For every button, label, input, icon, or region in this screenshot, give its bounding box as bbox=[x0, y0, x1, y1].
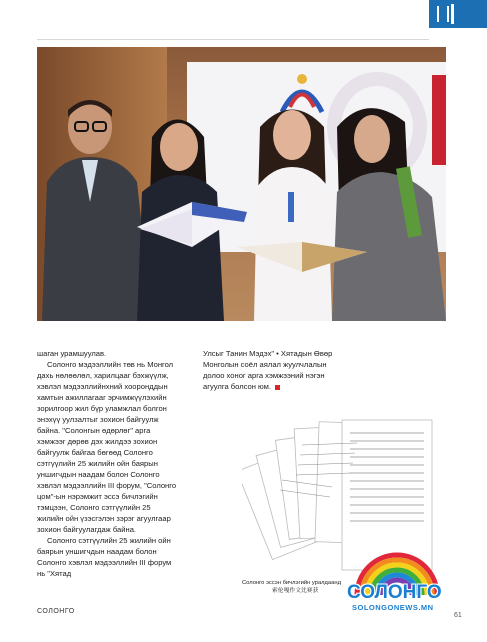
footer-magazine-name: СОЛОНГО bbox=[37, 608, 75, 615]
open-magazine-left bbox=[132, 187, 252, 257]
mongolian-script-icon bbox=[451, 4, 454, 24]
papers-caption-cn: 索伦嘎作文比赛获 bbox=[272, 587, 319, 594]
article-paragraph: Солонго сэтгүүлийн 25 жилийн ойн баярын уншигчдын наадам болон Солонго хэвлэл мэдээллийн III форум нь "Хятад bbox=[37, 536, 172, 578]
logo-url: SOLONGONEWS.MN bbox=[352, 603, 434, 612]
article-column-2 bbox=[203, 348, 343, 392]
article-column-1 bbox=[37, 348, 177, 579]
mongolian-script-icon bbox=[437, 6, 449, 22]
papers-caption-mn: Солонго эссэн бичлэгийн уралдаанд bbox=[242, 580, 341, 586]
woman-grey-blazer bbox=[327, 97, 446, 321]
article-paragraph: шаган урамшуулав. bbox=[37, 349, 107, 358]
top-rule bbox=[37, 39, 429, 40]
article-paragraph-end bbox=[203, 348, 343, 392]
article-paragraph: Солонго мэдээллийн төв нь Монгол дахь нөлөөлөл, харилцааг бэхжүүлж, хэвлэл мэдээллийнхний хооронддын хамтын ажиллагааг эрчимжүүлэхийн зорилгоор жил бүр уламжлал болгон энэхүү уулзалтыг зохион байгуулж байна. "Солонгын өдөрлөг" арга хэмжээг дөрөв дэх жилдээ зохион байгуулж байгаа бөгөөд Солонго сэтгүүлийн 25 жилийн ойн баярын уншигчдын наадам болон Солонго хэвлэл мэдээллийн III форум, "Солонго цом"-ын нэрэмжит эссэ бичлэгийн тэмцээн, Солонго сэтгүүлийн 25 жилийн ойн үзэсгэлэн зэрэг агуулгаар зохион байгуулагдаж байна. bbox=[37, 360, 177, 534]
page-number: 61 bbox=[454, 612, 462, 619]
open-magazine-right bbox=[237, 237, 367, 277]
end-mark-icon bbox=[275, 385, 280, 390]
logo-wordmark: СОЛОНГО bbox=[347, 582, 442, 603]
section-tab bbox=[429, 0, 487, 28]
article-paragraph: Улсыг Танин Мэдэх" • Хятадын Өвөр Монголын соёл аялал жуулчлалын долоо хоног арга хэмжээний нэгэн агуулга болсон юм. bbox=[203, 349, 333, 391]
event-photo bbox=[37, 47, 446, 321]
